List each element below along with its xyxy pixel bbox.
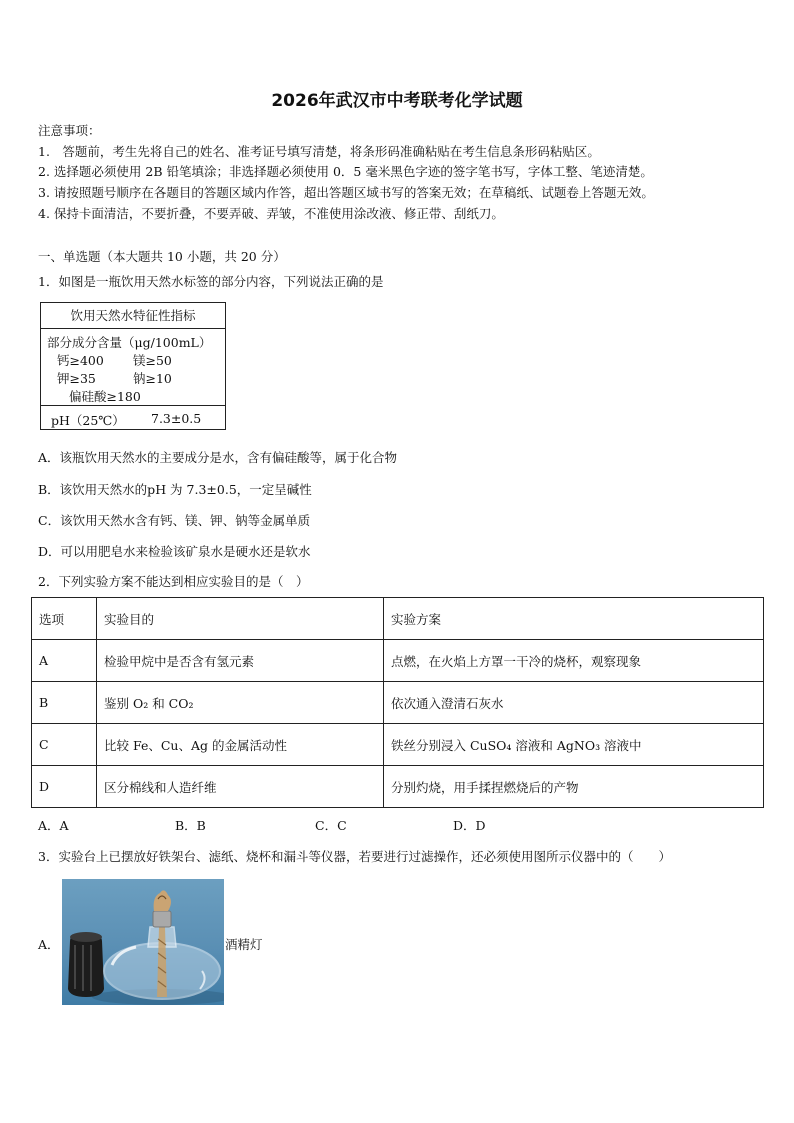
question-2-stem: 2．下列实验方案不能达到相应实验目的是（ ）	[38, 574, 309, 589]
notice-item-3: 3. 请按照题号顺序在各题目的答题区域内作答，超出答题区域书写的答案无效；在草稿纸、试题卷上答题无效。	[38, 185, 654, 200]
q2-answer-c: C．C	[315, 818, 347, 833]
table-cell: 检验甲烷中是否含有氢元素	[97, 640, 384, 682]
table-row	[32, 640, 764, 682]
q1-option-a: A．该瓶饮用天然水的主要成分是水，含有偏硅酸等，属于化合物	[38, 450, 398, 465]
label-header: 饮用天然水特征性指标	[41, 303, 225, 329]
table-cell: 区分棉线和人造纤维	[97, 766, 384, 808]
table-row	[32, 724, 764, 766]
label-subheader: 部分成分含量（μg/100mL）	[47, 335, 212, 350]
table-cell: D	[32, 766, 97, 808]
label-ph-name: pH（25℃）	[51, 413, 125, 428]
q2-answer-d: D．D	[453, 818, 486, 833]
notice-item-1: 1. 答题前，考生先将自己的姓名、准考证号填写清楚，将条形码准确粘贴在考生信息条形码粘贴区。	[38, 144, 600, 159]
notice-heading: 注意事项：	[38, 123, 101, 138]
table-header-row	[32, 598, 764, 640]
table-cell: 依次通入澄清石灰水	[384, 682, 764, 724]
label-body	[41, 329, 225, 406]
q3-option-a-letter: A．	[38, 937, 60, 952]
table-header-cell: 实验目的	[97, 598, 384, 640]
q1-option-d: D．可以用肥皂水来检验该矿泉水是硬水还是软水	[38, 544, 311, 559]
table-cell: 点燃，在火焰上方罩一干冷的烧杯，观察现象	[384, 640, 764, 682]
question-1-stem: 1．如图是一瓶饮用天然水标签的部分内容，下列说法正确的是	[38, 274, 384, 289]
table-cell: B	[32, 682, 97, 724]
table-row	[32, 766, 764, 808]
experiment-table	[31, 597, 764, 808]
label-ca: 钙≥400	[57, 353, 104, 368]
table-header-cell: 实验方案	[384, 598, 764, 640]
table-header-cell: 选项	[32, 598, 97, 640]
table-cell: C	[32, 724, 97, 766]
water-label-box	[40, 302, 226, 430]
question-3-stem: 3．实验台上已摆放好铁架台、滤纸、烧杯和漏斗等仪器，若要进行过滤操作，还必须使用图所示仪器中的（ ）	[38, 849, 671, 864]
section-heading: 一、单选题（本大题共 10 小题，共 20 分）	[38, 249, 286, 264]
q1-option-b: B．该饮用天然水的pH 为 7.3±0.5，一定呈碱性	[38, 482, 312, 497]
q3-option-a-label: 酒精灯	[225, 937, 263, 952]
label-ph-value: 7.3±0.5	[151, 411, 202, 426]
table-cell: 比较 Fe、Cu、Ag 的金属活动性	[97, 724, 384, 766]
alcohol-lamp-photo	[62, 879, 224, 1005]
label-si: 偏硅酸≥180	[69, 389, 141, 404]
q2-answer-b: B．B	[175, 818, 206, 833]
label-na: 钠≥10	[133, 371, 172, 386]
table-row	[32, 682, 764, 724]
exam-title: 2026年武汉市中考联考化学试题	[271, 91, 523, 111]
alcohol-lamp-icon	[62, 879, 224, 1005]
q2-answer-a: A．A	[38, 818, 69, 833]
label-mg: 镁≥50	[133, 353, 172, 368]
notice-item-4: 4. 保持卡面清洁，不要折叠，不要弄破、弄皱，不准使用涂改液、修正带、刮纸刀。	[38, 206, 504, 221]
table-cell: 鉴别 O₂ 和 CO₂	[97, 682, 384, 724]
table-cell: 铁丝分别浸入 CuSO₄ 溶液和 AgNO₃ 溶液中	[384, 724, 764, 766]
table-cell: A	[32, 640, 97, 682]
label-k: 钾≥35	[57, 371, 96, 386]
q1-option-c: C．该饮用天然水含有钙、镁、钾、钠等金属单质	[38, 513, 311, 528]
notice-item-2: 2. 选择题必须使用 2B 铅笔填涂；非选择题必须使用 0．5 毫米黑色字迹的签字笔书写，字体工整、笔迹清楚。	[38, 164, 653, 179]
label-ph-row	[41, 406, 225, 430]
table-cell: 分别灼烧，用手揉捏燃烧后的产物	[384, 766, 764, 808]
